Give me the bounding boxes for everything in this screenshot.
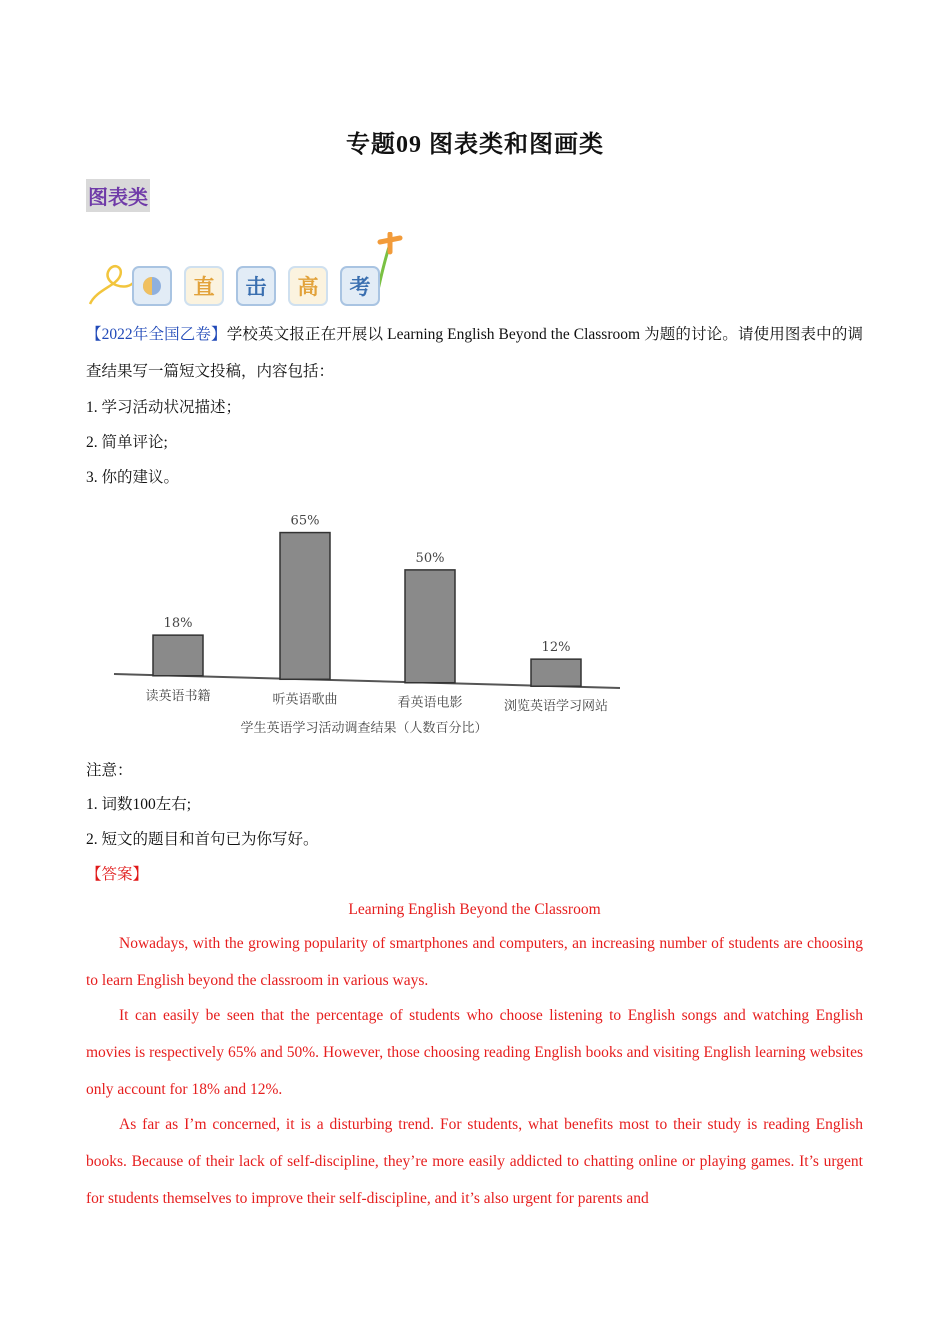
page-title: 专题09 图表类和图画类 <box>346 132 604 158</box>
prompt-paragraph <box>86 316 863 390</box>
category-label-3: 看英语电影 <box>397 695 463 711</box>
prompt-item-1: 1. 学习活动状况描述； <box>86 399 242 416</box>
banner-char-2: 击 <box>236 266 276 306</box>
note-item-2: 2. 短文的题目和首句已为你写好。 <box>86 831 319 848</box>
survey-chart <box>100 492 640 752</box>
bar-3 <box>405 570 455 683</box>
prompt-item-3: 3. 你的建议。 <box>86 469 180 486</box>
banner-char-3: 高 <box>288 266 328 306</box>
answer-paragraph-1: Nowadays, with the growing popularity of smartphones and computers, an increasing number of students are choosing to learn English beyond the classroom in various ways. <box>86 935 863 989</box>
answer-paragraph-2: It can easily be seen that the percentage of students who choose listening to English songs and watching English movies is respectively 65% and 50%. However, those choosing reading English books and visiting English learning websites only account for 18% and 12%. <box>86 1007 863 1098</box>
bar-2 <box>280 533 330 680</box>
banner-char-1: 直 <box>184 266 224 306</box>
category-label-1: 读英语书籍 <box>145 688 211 704</box>
banner-char-4: 考 <box>340 266 380 306</box>
bar-value-label-4: 12% <box>541 640 571 656</box>
section-tag: 图表类 <box>86 179 150 212</box>
bar-value-label-2: 65% <box>290 513 320 529</box>
note-item-1: 1. 词数100左右; <box>86 796 192 813</box>
banner <box>86 232 416 312</box>
circle-icon <box>132 266 172 306</box>
prompt-text: 学校英文报正在开展以 Learning English Beyond the Classroom 为题的讨论。请使用图表中的调查结果写一篇短文投稿，内容包括： <box>86 326 863 380</box>
survey-chart-svg <box>100 492 640 752</box>
answer-label: 【答案】 <box>86 866 149 883</box>
prompt-item-2: 2. 简单评论; <box>86 434 168 451</box>
x-axis-label: 学生英语学习活动调查结果（人数百分比） <box>240 721 488 736</box>
bar-1 <box>153 635 203 676</box>
category-label-2: 听英语歌曲 <box>272 692 338 708</box>
prompt-source: 【2022年全国乙卷】 <box>86 326 227 343</box>
answer-paragraph-3: As far as I’m concerned, it is a disturbing trend. For students, what benefits most to their study is reading English books. Because of their lack of self-discipline, they’re more easily addicted to chatting online or playing games. It’s urgent for students themselves to improve their self-discipline, and it’s also urgent for parents and <box>86 1116 863 1207</box>
bar-value-label-3: 50% <box>415 550 445 566</box>
category-label-4: 浏览英语学习网站 <box>503 699 609 715</box>
answer-heading: Learning English Beyond the Classroom <box>348 901 601 918</box>
bar-4 <box>531 659 581 686</box>
notes-label: 注意： <box>86 762 133 779</box>
bar-value-label-1: 18% <box>163 616 193 632</box>
